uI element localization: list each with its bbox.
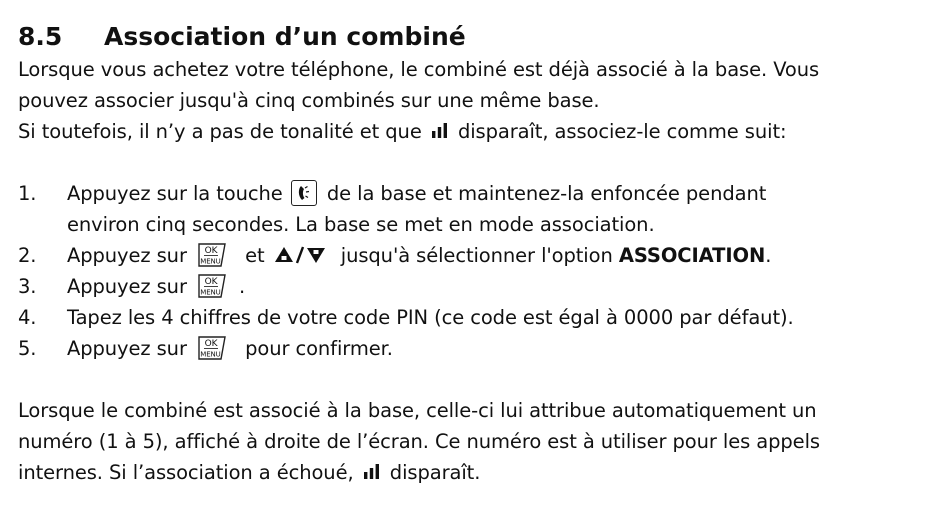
ok-menu-key-icon [195,242,235,268]
intro-line-2: pouvez associer jusqu'à cinq combinés sur une même base. [18,89,600,112]
section-heading [18,20,938,54]
list-item [18,178,938,240]
section-number: 8.5 [18,22,63,51]
step-text: environ cinq secondes. La base se met en mode association. [67,213,655,236]
outro-line-3-end: disparaît. [389,461,481,484]
step-number: 1. [18,182,37,205]
outro-line-3-start: internes. Si l’association a échoué, [18,461,354,484]
list-item [18,333,938,364]
step-text: Appuyez sur [67,275,187,298]
list-item [18,271,938,302]
ok-menu-key-icon [195,273,235,299]
step-number: 5. [18,337,37,360]
signal-bars-icon [430,122,450,140]
up-down-arrows-icon [273,244,331,266]
step-text: et [245,244,265,267]
outro-line-1: Lorsque le combiné est associé à la base, celle-ci lui attribue automatiquement un [18,399,817,422]
menu-label: MENU [200,350,221,358]
step-text: Appuyez sur la touche [67,182,283,205]
step-number: 3. [18,275,37,298]
list-item [18,302,938,333]
steps-list [18,178,938,364]
intro-paragraph [18,54,938,147]
outro-line-3 [18,457,938,488]
step-text: de la base et maintenez-la enfoncée pendant [326,182,767,205]
signal-bars-icon [362,463,382,481]
step-text: Tapez les 4 chiffres de votre code PIN (ce code est égal à 0000 par défaut). [67,306,794,329]
outro-line-2: numéro (1 à 5), affiché à droite de l’écran. Ce numéro est à utiliser pour les appels [18,430,820,453]
ok-label: OK [204,338,218,349]
step-text: Appuyez sur [67,337,187,360]
ok-menu-key-icon [195,335,235,361]
intro-line-3 [18,116,938,147]
step-number: 2. [18,244,37,267]
step-text: pour confirmer. [245,337,393,360]
menu-label: MENU [200,257,221,265]
step-text: . [765,244,772,267]
intro-line-3-start: Si toutefois, il n’y a pas de tonalité et que [18,120,422,143]
intro-line-3-end: disparaît, associez-le comme suit: [457,120,787,143]
outro-paragraph [18,395,938,488]
intro-line-1: Lorsque vous achetez votre téléphone, le combiné est déjà associé à la base. Vous [18,58,820,81]
document-page [18,20,938,488]
step-number: 4. [18,306,37,329]
step-text: Appuyez sur [67,244,187,267]
ok-label: OK [204,245,218,256]
step-text: . [238,275,246,298]
handset-page-icon [291,180,317,206]
ok-label: OK [204,276,218,287]
step-text: jusqu'à sélectionner l'option [340,244,613,267]
association-option: ASSOCIATION [618,244,766,267]
menu-label: MENU [200,288,221,296]
section-title: Association d’un combiné [104,22,466,51]
list-item [18,240,938,271]
